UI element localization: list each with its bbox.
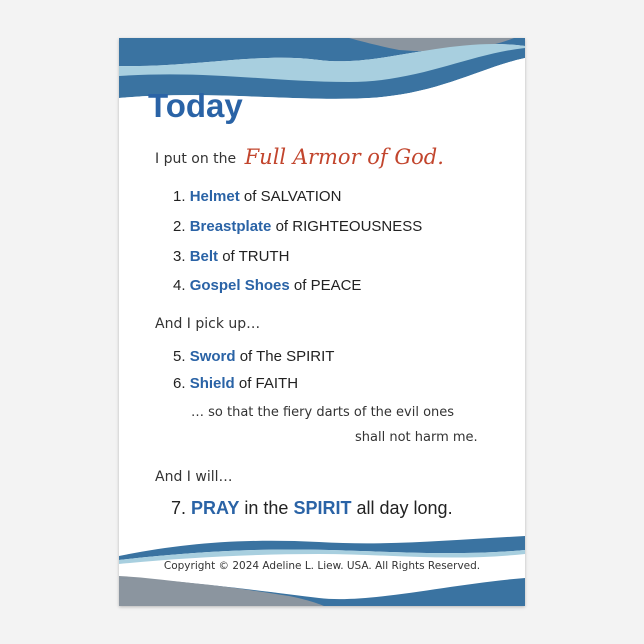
copyright-text: Copyright © 2024 Adeline L. Liew. USA. All Rights Reserved. bbox=[163, 560, 481, 572]
item-keyword: Belt bbox=[189, 248, 219, 265]
item-rest: of The SPIRIT bbox=[239, 348, 335, 365]
intro-text: I put on the bbox=[155, 151, 237, 167]
item-number: 7. bbox=[171, 498, 187, 518]
item-keyword: Breastplate bbox=[189, 218, 272, 235]
list-item bbox=[173, 277, 361, 294]
item-number: 5. bbox=[173, 348, 186, 365]
pick-up-heading: And I pick up… bbox=[155, 316, 261, 332]
and-i-will-heading: And I will… bbox=[155, 469, 233, 485]
pray-keyword: PRAY bbox=[191, 498, 240, 518]
list-item bbox=[173, 188, 341, 205]
item-rest: of PEACE bbox=[293, 277, 362, 294]
armor-card bbox=[119, 38, 525, 606]
item-rest: of TRUTH bbox=[222, 248, 290, 265]
list-item bbox=[173, 348, 334, 365]
page-title: Today bbox=[148, 87, 243, 124]
item-number: 1. bbox=[173, 188, 186, 205]
item-keyword: Gospel Shoes bbox=[189, 277, 290, 294]
item-keyword: Sword bbox=[189, 348, 236, 365]
item-number: 2. bbox=[173, 218, 186, 235]
pray-end: all day long. bbox=[356, 498, 453, 518]
item-rest: of FAITH bbox=[238, 375, 299, 392]
item-number: 3. bbox=[173, 248, 186, 265]
item-rest: of SALVATION bbox=[243, 188, 342, 205]
note-line-1: … so that the fiery darts of the evil ones bbox=[191, 405, 455, 420]
item-keyword: Shield bbox=[189, 375, 235, 392]
note-line-2: shall not harm me. bbox=[355, 430, 478, 445]
pray-line bbox=[171, 498, 453, 519]
item-number: 4. bbox=[173, 277, 186, 294]
pray-middle: in the bbox=[244, 498, 289, 518]
item-keyword: Helmet bbox=[189, 188, 240, 205]
list-item bbox=[173, 248, 289, 265]
intro-line bbox=[155, 144, 444, 168]
list-item bbox=[173, 375, 298, 392]
spirit-keyword: SPIRIT bbox=[293, 498, 352, 518]
item-rest: of RIGHTEOUSNESS bbox=[275, 218, 423, 235]
armor-heading: Full Armor of God. bbox=[244, 145, 444, 169]
item-number: 6. bbox=[173, 375, 186, 392]
list-item bbox=[173, 218, 422, 235]
